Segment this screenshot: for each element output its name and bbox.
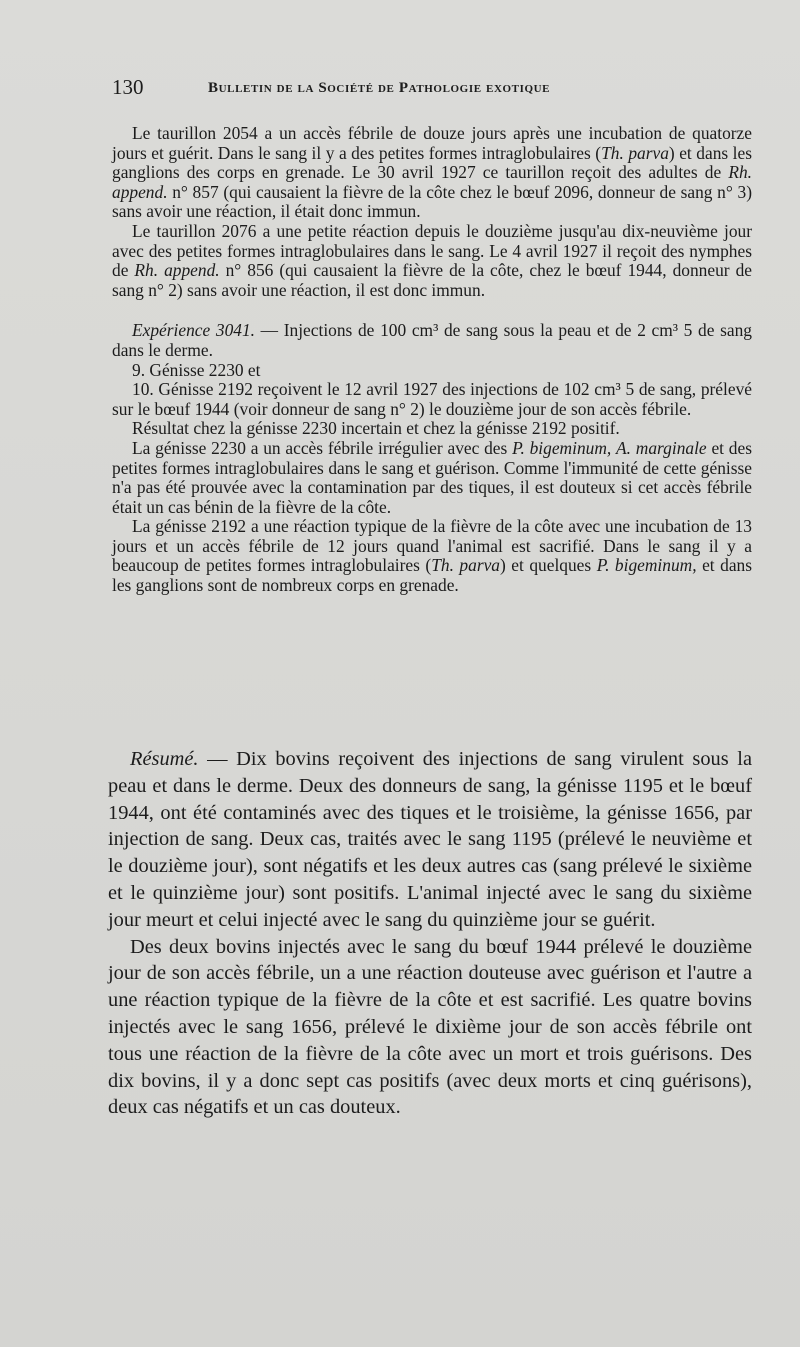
italic-text: Expérience 3041. xyxy=(132,320,256,341)
italic-text: P. bigeminum, xyxy=(596,555,697,576)
italic-text: A. marginale xyxy=(616,437,707,458)
paragraph xyxy=(112,361,752,381)
italic-text: P. bigeminum, xyxy=(512,437,612,458)
italic-text: Th. parva xyxy=(601,142,669,163)
text-segment: Le taurillon 2076 a une petite réaction depuis le douzième jusqu'au dix-neuvième jour avec des petites formes intraglobulaires dans le sang. Le 4 avril 1927 il reçoit des nymphes de xyxy=(112,220,752,281)
page-header xyxy=(112,74,752,104)
text-segment: — Dix bovins reçoivent des injections de sang virulent sous la peau et dans le derme. Deux des donneurs de sang, la génisse 1195 et le bœuf 1944, ont été contaminés avec des tiques et le troisième, la génisse 1656, par injection de sang. Deux cas, traités avec le sang 1195 (prélevé le neuvième et le douzième jour), sont négatifs et les deux autres cas (sang prélevé le sixième et le quinzième jour) sont positifs. L'animal injecté avec le sang du sixième jour meurt et celui injecté avec le sang du quinzième jour se guérit. xyxy=(108,748,752,931)
italic-text: Th. parva xyxy=(431,555,500,576)
text-segment: Des deux bovins injectés avec le sang du bœuf 1944 prélevé le douzième jour de son accès fébrile, un a une réaction douteuse avec guérison et l'autre a une réaction typique de la fièvre de la côte et est sacrifié. Les quatre bovins injectés avec le sang 1656, prélevé le dixième jour de son accès fébrile ont tous une réaction de la fièvre de la côte avec un mort et trois guérisons. Des dix bovins, il y a donc sept cas positifs (avec deux morts et cinq guérisons), deux cas négatifs et un cas douteux. xyxy=(108,935,752,1119)
text-segment: 9. Génisse 2230 et xyxy=(132,359,261,380)
text-segment: Le taurillon 2054 a un accès fébrile de douze jours après une incubation de quatorze jours et guérit. Dans le sang il y a des petites formes intraglobulaires ( xyxy=(112,123,752,163)
experiment-text xyxy=(112,124,752,596)
paragraph xyxy=(112,439,752,517)
paragraph xyxy=(112,321,752,360)
text-segment: n° 857 (qui causaient la fièvre de la côte chez le bœuf 2096, donneur de sang n° 3) sans avoir une réaction, il était donc immun. xyxy=(112,181,752,222)
italic-text: Rh. append. xyxy=(134,260,220,281)
text-segment: n° 856 (qui causaient la fièvre de la côte, chez le bœuf 1944, donneur de sang n° 2) sans avoir une réaction, il est donc immun. xyxy=(112,260,752,300)
text-segment: La génisse 2230 a un accès fébrile irrégulier avec des xyxy=(132,437,513,458)
text-segment: et des petites formes intraglobulaires dans le sang et guérison. Comme l'immunité de cette génisse n'a pas été prouvée avec la contamination par des tiques, il est douteux si cet accès fébrile était un cas bénin de la fièvre de la côte. xyxy=(112,437,752,517)
text-segment: La génisse 2192 a une réaction typique de la fièvre de la côte avec une incubation de 13 jours et un accès fébrile de 12 jours quand l'animal est sacrifié. Dans le sang il y a beaucoup de petites formes intraglobulaires ( xyxy=(112,516,752,576)
running-title: Bulletin de la Société de Pathologie exotique xyxy=(208,80,551,96)
page-number: 130 xyxy=(112,75,144,99)
text-segment: — Injections de 100 cm³ de sang sous la peau et de 2 cm³ 5 de sang dans le derme. xyxy=(112,320,753,360)
italic-text: Résumé. xyxy=(130,748,199,770)
paragraph xyxy=(112,517,752,595)
text-segment: ) et dans les ganglions des corps en grenade. Le 30 avril 1927 ce taurillon reçoit des adultes de xyxy=(112,142,752,183)
paragraph xyxy=(112,380,752,419)
summary-text xyxy=(108,746,752,1121)
italic-text: Rh. append. xyxy=(112,162,752,202)
text-segment: ) et quelques xyxy=(500,555,597,576)
text-segment: Résultat chez la génisse 2230 incertain et chez la génisse 2192 positif. xyxy=(132,418,620,439)
paragraph xyxy=(108,934,752,1122)
text-segment: et dans les ganglions sont de nombreux corps en grenade. xyxy=(112,555,753,596)
text-segment: 10. Génisse 2192 reçoivent le 12 avril 1927 des injections de 102 cm³ 5 de sang, prélevé sur le bœuf 1944 (voir donneur de sang n° 2) le douzième jour de son accès fébrile. xyxy=(112,379,752,419)
paragraph xyxy=(108,746,752,934)
paragraph xyxy=(112,124,752,222)
paragraph xyxy=(112,222,752,300)
paragraph xyxy=(112,419,752,439)
